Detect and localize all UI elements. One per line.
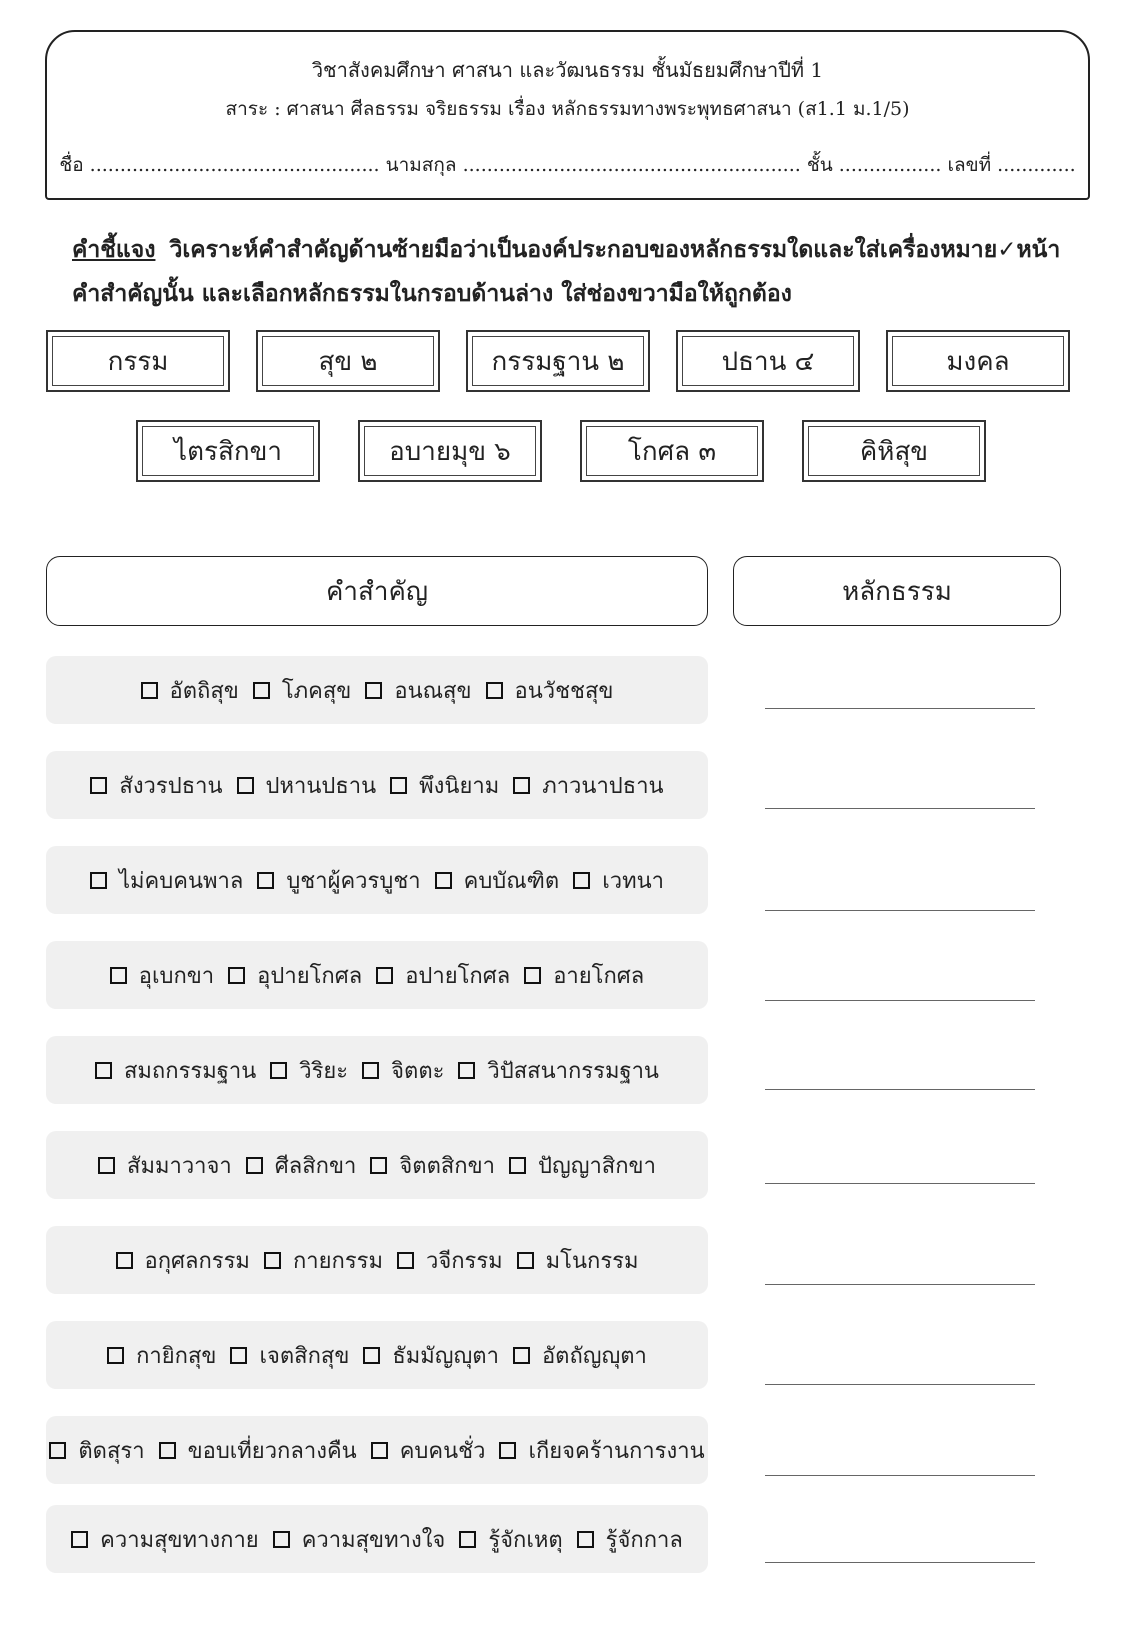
checkbox[interactable] bbox=[71, 1531, 88, 1548]
checkbox[interactable] bbox=[273, 1531, 290, 1548]
keyword-row: ความสุขทางกาย ความสุขทางใจ รู้จักเหตุ รู้จักกาล bbox=[46, 1505, 708, 1573]
instructions-label: คำชี้แจง bbox=[72, 237, 156, 263]
keyword-row: ไม่คบคนพาล บูชาผู้ควรบูชา คบบัณฑิต เวทนา bbox=[46, 846, 708, 914]
keyword-row: อัตถิสุข โภคสุข อนณสุข อนวัชชสุข bbox=[46, 656, 708, 724]
checkbox[interactable] bbox=[371, 1442, 388, 1459]
checkbox[interactable] bbox=[49, 1442, 66, 1459]
keyword-row: อุเบกขา อุปายโกศล อปายโกศล อายโกศล bbox=[46, 941, 708, 1009]
checkbox[interactable] bbox=[270, 1062, 287, 1079]
checkbox[interactable] bbox=[370, 1157, 387, 1174]
answer-line[interactable] bbox=[765, 1000, 1035, 1001]
answer-line[interactable] bbox=[765, 1089, 1035, 1090]
answer-line[interactable] bbox=[765, 1183, 1035, 1184]
option-box: โกศล ๓ bbox=[580, 420, 764, 482]
checkbox[interactable] bbox=[257, 872, 274, 889]
answer-line[interactable] bbox=[765, 910, 1035, 911]
student-info-line: ชื่อ ................................................ นามสกุล ........................................................ ชั้น ................. เลขที่ ............. bbox=[59, 154, 1076, 176]
checkbox[interactable] bbox=[513, 1347, 530, 1364]
checkbox[interactable] bbox=[90, 872, 107, 889]
checkbox[interactable] bbox=[376, 967, 393, 984]
subject-line: วิชาสังคมศึกษา ศาสนา และวัฒนธรรม ชั้นมัธยมศึกษาปีที่ 1 bbox=[311, 58, 824, 82]
checkbox[interactable] bbox=[486, 682, 503, 699]
checkbox[interactable] bbox=[228, 967, 245, 984]
answer-line[interactable] bbox=[765, 1384, 1035, 1385]
checkbox[interactable] bbox=[95, 1062, 112, 1079]
checkbox[interactable] bbox=[141, 682, 158, 699]
checkbox[interactable] bbox=[517, 1252, 534, 1269]
answer-line[interactable] bbox=[765, 708, 1035, 709]
checkbox[interactable] bbox=[98, 1157, 115, 1174]
checkbox[interactable] bbox=[365, 682, 382, 699]
option-box: ปธาน ๔ bbox=[676, 330, 860, 392]
checkbox[interactable] bbox=[524, 967, 541, 984]
answer-line[interactable] bbox=[765, 1562, 1035, 1563]
worksheet-header bbox=[45, 30, 1090, 200]
checkbox[interactable] bbox=[435, 872, 452, 889]
checkbox[interactable] bbox=[459, 1531, 476, 1548]
checkbox[interactable] bbox=[577, 1531, 594, 1548]
checkbox[interactable] bbox=[513, 777, 530, 794]
instructions bbox=[72, 228, 1082, 316]
option-box: คิหิสุข bbox=[802, 420, 986, 482]
topic-line: สาระ : ศาสนา ศีลธรรม จริยธรรม เรื่อง หลักธรรมทางพระพุทธศาสนา (ส1.1 ม.1/5) bbox=[225, 98, 910, 120]
principle-column-header: หลักธรรม bbox=[733, 556, 1061, 626]
checkbox[interactable] bbox=[253, 682, 270, 699]
checkbox[interactable] bbox=[397, 1252, 414, 1269]
keyword-row: อกุศลกรรม กายกรรม วจีกรรม มโนกรรม bbox=[46, 1226, 708, 1294]
option-box: ไตรสิกขา bbox=[136, 420, 320, 482]
checkbox[interactable] bbox=[246, 1157, 263, 1174]
checkbox[interactable] bbox=[509, 1157, 526, 1174]
checkbox[interactable] bbox=[390, 777, 407, 794]
checkbox[interactable] bbox=[237, 777, 254, 794]
option-box: กรรม bbox=[46, 330, 230, 392]
checkbox[interactable] bbox=[264, 1252, 281, 1269]
option-box: มงคล bbox=[886, 330, 1070, 392]
checkbox[interactable] bbox=[110, 967, 127, 984]
answer-line[interactable] bbox=[765, 1284, 1035, 1285]
answer-line[interactable] bbox=[765, 1475, 1035, 1476]
keyword-row: ติดสุรา ขอบเที่ยวกลางคืน คบคนชั่ว เกียจคร้านการงาน bbox=[46, 1416, 708, 1484]
keywords-column-header: คำสำคัญ bbox=[46, 556, 708, 626]
checkbox[interactable] bbox=[362, 1062, 379, 1079]
option-box: อบายมุข ๖ bbox=[358, 420, 542, 482]
option-box: กรรมฐาน ๒ bbox=[466, 330, 650, 392]
checkbox[interactable] bbox=[107, 1347, 124, 1364]
keyword-row: สังวรปธาน ปหานปธาน พึงนิยาม ภาวนาปธาน bbox=[46, 751, 708, 819]
keyword-row: สัมมาวาจา ศีลสิกขา จิตตสิกขา ปัญญาสิกขา bbox=[46, 1131, 708, 1199]
checkbox[interactable] bbox=[458, 1062, 475, 1079]
option-box: สุข ๒ bbox=[256, 330, 440, 392]
checkbox[interactable] bbox=[159, 1442, 176, 1459]
checkbox[interactable] bbox=[90, 777, 107, 794]
checkbox[interactable] bbox=[230, 1347, 247, 1364]
keyword-row: กายิกสุข เจตสิกสุข ธัมมัญญุตา อัตถัญญุตา bbox=[46, 1321, 708, 1389]
checkbox[interactable] bbox=[499, 1442, 516, 1459]
checkbox[interactable] bbox=[116, 1252, 133, 1269]
instructions-text: วิเคราะห์คำสำคัญด้านซ้ายมือว่าเป็นองค์ประกอบของหลักธรรมใดและใส่เครื่องหมาย✓หน้าคำสำคัญนั้น และเลือกหลักธรรมในกรอบด้านล่าง ใส่ช่องขวามือให้ถูกต้อง bbox=[72, 237, 1061, 307]
checkbox[interactable] bbox=[573, 872, 590, 889]
answer-line[interactable] bbox=[765, 808, 1035, 809]
checkbox[interactable] bbox=[363, 1347, 380, 1364]
keyword-row: สมถกรรมฐาน วิริยะ จิตตะ วิปัสสนากรรมฐาน bbox=[46, 1036, 708, 1104]
